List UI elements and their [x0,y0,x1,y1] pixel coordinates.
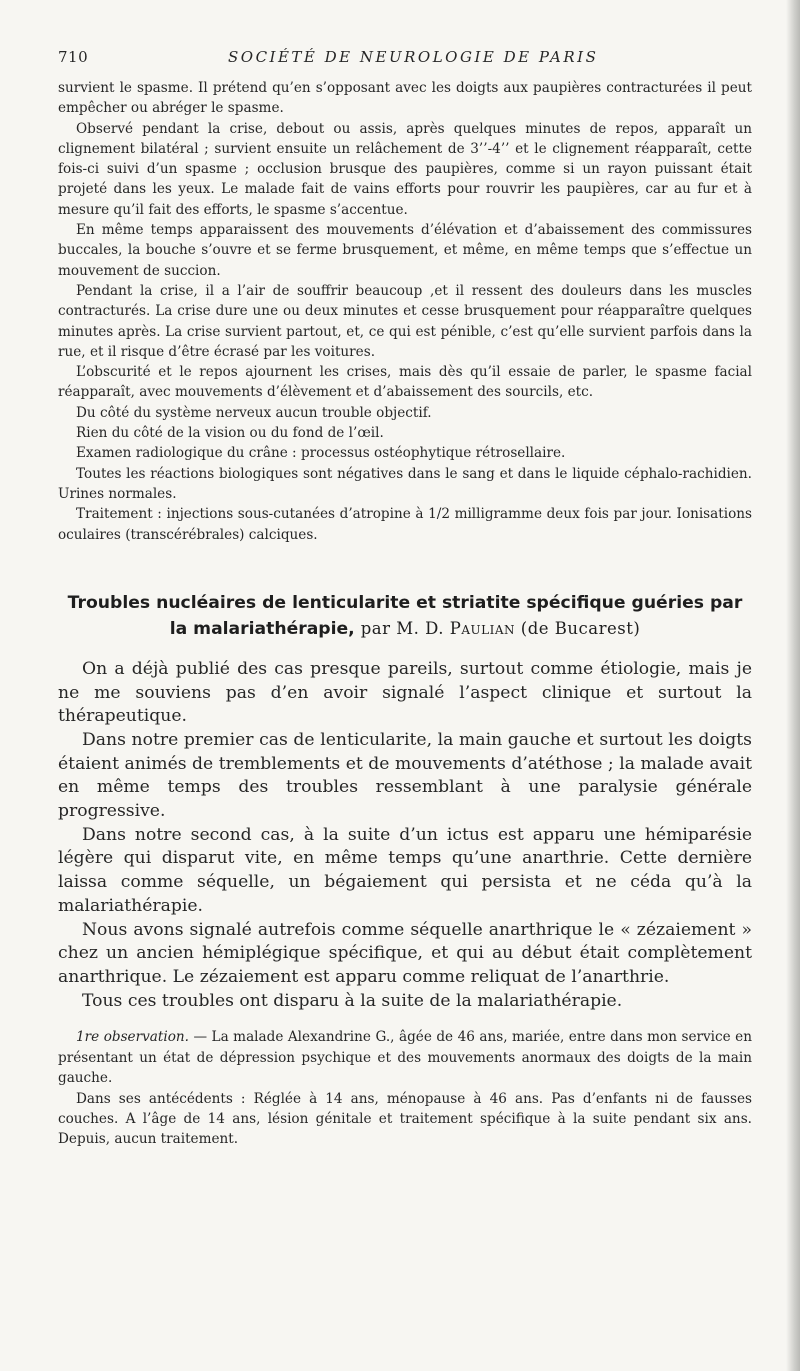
observation-history: Dans ses antécédents : Réglée à 14 ans, ménopause à 46 ans. Pas d’enfants ni de fausses couches. A l’âge de 14 ans, lésion génitale et traitement spécifique à la suite pendant six ans. Depuis, aucun traitement. [58,1090,752,1148]
paragraph: Dans notre premier cas de lenticularite, la main gauche et surtout les doigts étaient animés de tremblements et de mouvements d’atéthose ; la malade avait en même temps des troubles ressemblant à une paralysie générale progressive. [58,729,752,822]
paragraph: On a déjà publié des cas presque pareils, surtout comme étiologie, mais je ne me souviens pas d’en avoir signalé l’aspect clinique et surtout la thérapeutique. [58,658,752,727]
paragraph: Traitement : injections sous-cutanées d’atropine à 1/2 milligramme deux fois par jour. Ionisations oculaires (transcérébrales) calciques. [58,506,752,543]
byline [361,619,641,638]
author-name: Paulian [449,618,516,638]
author-affiliation: (de Bucarest) [520,618,641,638]
preceding-case-text [58,78,752,545]
page-number: 710 [58,48,89,66]
observation-label: 1re observation. [76,1029,189,1046]
journal-title: SOCIÉTÉ DE NEUROLOGIE DE PARIS [228,48,599,66]
observation-paragraph [58,1027,752,1088]
paragraph: Dans notre second cas, à la suite d’un ictus est apparu une hémiparésie légère qui disparut vite, en même temps qu’une anarthrie. Cette dernière laissa comme séquelle, un bégaiement qui persista et ne céda qu’à la malariathérapie. [58,824,752,916]
page [58,48,752,1150]
paragraph: L’obscurité et le repos ajournent les crises, mais dès qu’il essaie de parler, le spasme facial réapparaît, avec mouvements d’élèvement et d’abaissement des sourcils, etc. [58,364,752,401]
paragraph: Toutes les réactions biologiques sont négatives dans le sang et dans le liquide céphalo-rachidien. Urines normales. [58,465,752,502]
byline-prefix: par M. D. [360,618,444,638]
paragraph: Examen radiologique du crâne : processus ostéophytique rétrosellaire. [76,445,566,462]
paragraph: Nous avons signalé autrefois comme séquelle anarthrique le « zézaiement » chez un ancien hémiplégique spécifique, et qui au début était complètement anarthrique. Le zézaiement est apparu comme reliquat de l’anarthrie. [58,919,752,987]
observation-text: — La malade Alexandrine G., âgée de 46 ans, mariée, entre dans mon service en présentant un état de dépression psychique et des mouvements anormaux des doigts de la main gauche. [58,1029,752,1087]
paragraph: En même temps apparaissent des mouvements d’élévation et d’abaissement des commissures buccales, la bouche s’ouvre et se ferme brusquement, et même, en même temps que s’effectue un mouvement de succion. [58,222,752,279]
paragraph: Observé pendant la crise, debout ou assis, après quelques minutes de repos, apparaît un clignement bilatéral ; survient ensuite un relâchement de 3’’-4’’ et le clignement réapparaît, cette fois-ci suivi d’un spasme ; occlusion brusque des paupières, comme si un rayon puissant était projeté dans les yeux. Le malade fait de vains efforts pour rouvrir les paupières, car au fur et à mesure qu’il fait des efforts, le spasme s’accentue. [58,120,752,218]
article-body [58,658,752,1014]
paragraph: Du côté du système nerveux aucun trouble objectif. [76,404,432,421]
paragraph: Rien du côté de la vision ou du fond de l’œil. [76,425,384,442]
observation-section [58,1027,752,1149]
paragraph: Tous ces troubles ont disparu à la suite de la malariathérapie. [82,990,623,1011]
page-edge-shadow [786,0,800,1371]
paragraph: Pendant la crise, il a l’air de souffrir beaucoup ,et il ressent des douleurs dans les muscles contracturés. La crise dure une ou deux minutes et cesse brusquement pour réapparaître quelques minutes après. La crise survient partout, et, ce qui est pénible, c’est qu’elle survient parfois dans la rue, et il risque d’être écrasé par les voitures. [58,282,752,360]
paragraph: survient le spasme. Il prétend qu’en s’opposant avec les doigts aux paupières contracturées il peut empêcher ou abréger le spasme. [58,80,752,117]
running-head [58,48,752,78]
article-title: Troubles nucléaires de lenticularite et striatite spécifique guéries par la malariathérapie, [67,592,743,639]
article-heading [58,591,752,642]
